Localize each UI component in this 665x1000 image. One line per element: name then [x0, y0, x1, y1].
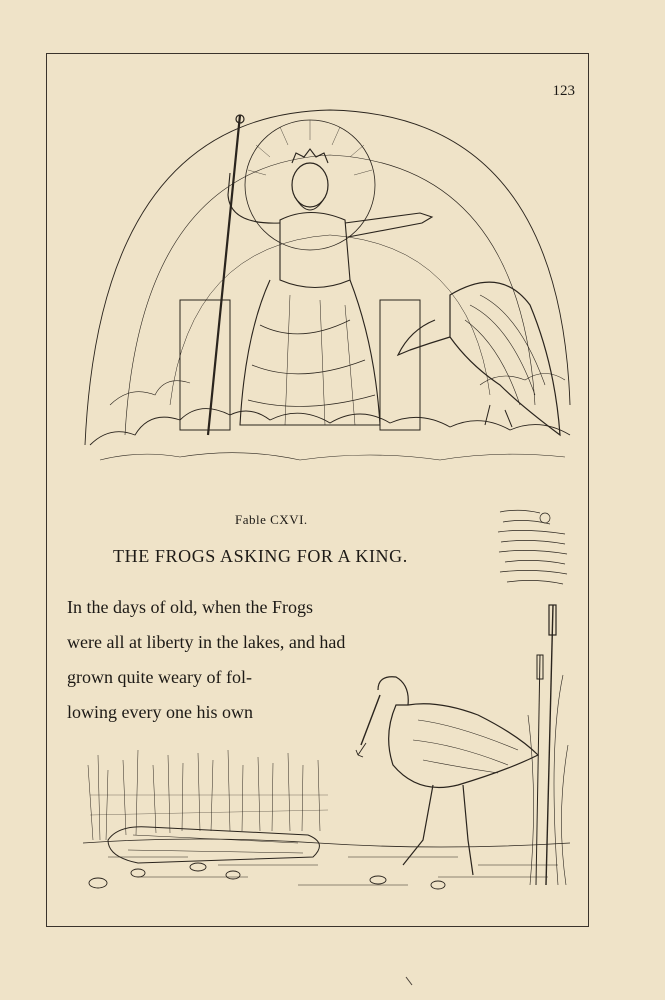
text-line: In the days of old, when the Frogs — [67, 597, 313, 617]
fable-number: Fable CXVI. — [235, 512, 308, 527]
stork-marsh-illustration — [78, 595, 575, 900]
text-line: grown quite weary of fol- — [67, 667, 252, 687]
page-number: 123 — [552, 83, 575, 99]
fable-title: THE FROGS ASKING FOR A KING. — [113, 546, 408, 566]
jupiter-illustration — [80, 105, 575, 475]
sky-vignette-illustration — [495, 500, 570, 600]
text-line: lowing every one his own — [67, 702, 253, 722]
text-line: were all at liberty in the lakes, and had — [67, 632, 346, 652]
page-mark-glyph — [404, 975, 414, 987]
